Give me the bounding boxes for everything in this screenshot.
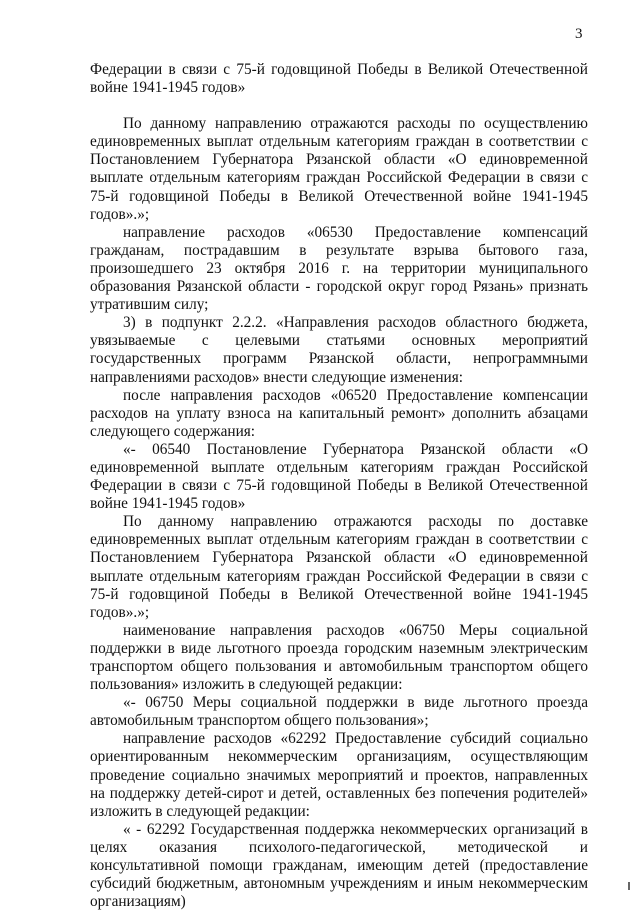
paragraph-4: после направления расходов «06520 Предоставление компенсации расходов на уплату взноса на капитальный ремонт» дополнить абзацами следующего содержания: xyxy=(90,386,588,440)
paragraph-8: «- 06750 Меры социальной поддержки в виде льготного проезда автомобильным транспортом общего пользования»; xyxy=(90,694,588,730)
paragraph-7: наименование направления расходов «06750 Меры социальной поддержки в виде льготного проезда городским наземным электрическим транспортом общего пользования и автомобильным транспортом общего пользования» изложить в следующей редакции: xyxy=(90,621,588,694)
document-body xyxy=(90,61,588,911)
paragraph-5: «- 06540 Постановление Губернатора Рязанской области «О единовременной выплате отдельным категориям граждан Российской Федерации в связи с 75-й годовщиной Победы в Великой Отечественной войне 1941-1945 годов» xyxy=(90,440,588,513)
paragraph-continuation: Федерации в связи с 75-й годовщиной Победы в Великой Отечественной войне 1941-1945 годов» xyxy=(90,61,588,97)
paragraph-6: По данному направлению отражаются расходы по доставке единовременных выплат отдельным категориям граждан в соответствии с Постановлением Губернатора Рязанской области «О единовременной выплате отдельным категориям граждан Российской Федерации в связи с 75-й годовщиной Победы в Великой Отечественной войне 1941-1945 годов».»; xyxy=(90,513,588,621)
paragraph-3: 3) в подпункт 2.2.2. «Направления расходов областного бюджета, увязываемые с целевыми статьями основных мероприятий государственных программ Рязанской области, непрограммными направлениями расходов» внести следующие изменения: xyxy=(90,314,588,386)
scan-edge-mark xyxy=(628,882,630,890)
paragraph-9: направление расходов «62292 Предоставление субсидий социально ориентированным некоммерческим организациям, осуществляющим проведение социально значимых мероприятий и проектов, направленных на поддержку детей-сирот и детей, оставленных без попечения родителей» изложить в следующей редакции: xyxy=(90,730,588,820)
paragraph-2: направление расходов «06530 Предоставление компенсаций гражданам, пострадавшим в результате взрыва бытового газа, произошедшего 23 октября 2016 г. на территории муниципального образования Рязанской области - городской округ город Рязань» признать утратившим силу; xyxy=(90,223,588,314)
paragraph-1: По данному направлению отражаются расходы по осуществлению единовременных выплат отдельным категориям граждан в соответствии с Постановлением Губернатора Рязанской области «О единовременной выплате отдельным категориям граждан Российской Федерации в связи с 75-й годовщиной Победы в Великой Отечественной войне 1941-1945 годов».»; xyxy=(90,115,588,223)
paragraph-10: « - 62292 Государственная поддержка некоммерческих организаций в целях оказания психолого-педагогической, методической и консультативной помощи гражданам, имеющим детей (предоставление субсидий бюджетным, автономным учреждениям и иным некоммерческим организациям) xyxy=(90,820,588,911)
page-number: 3 xyxy=(575,26,583,42)
paragraph-gap xyxy=(90,97,588,115)
